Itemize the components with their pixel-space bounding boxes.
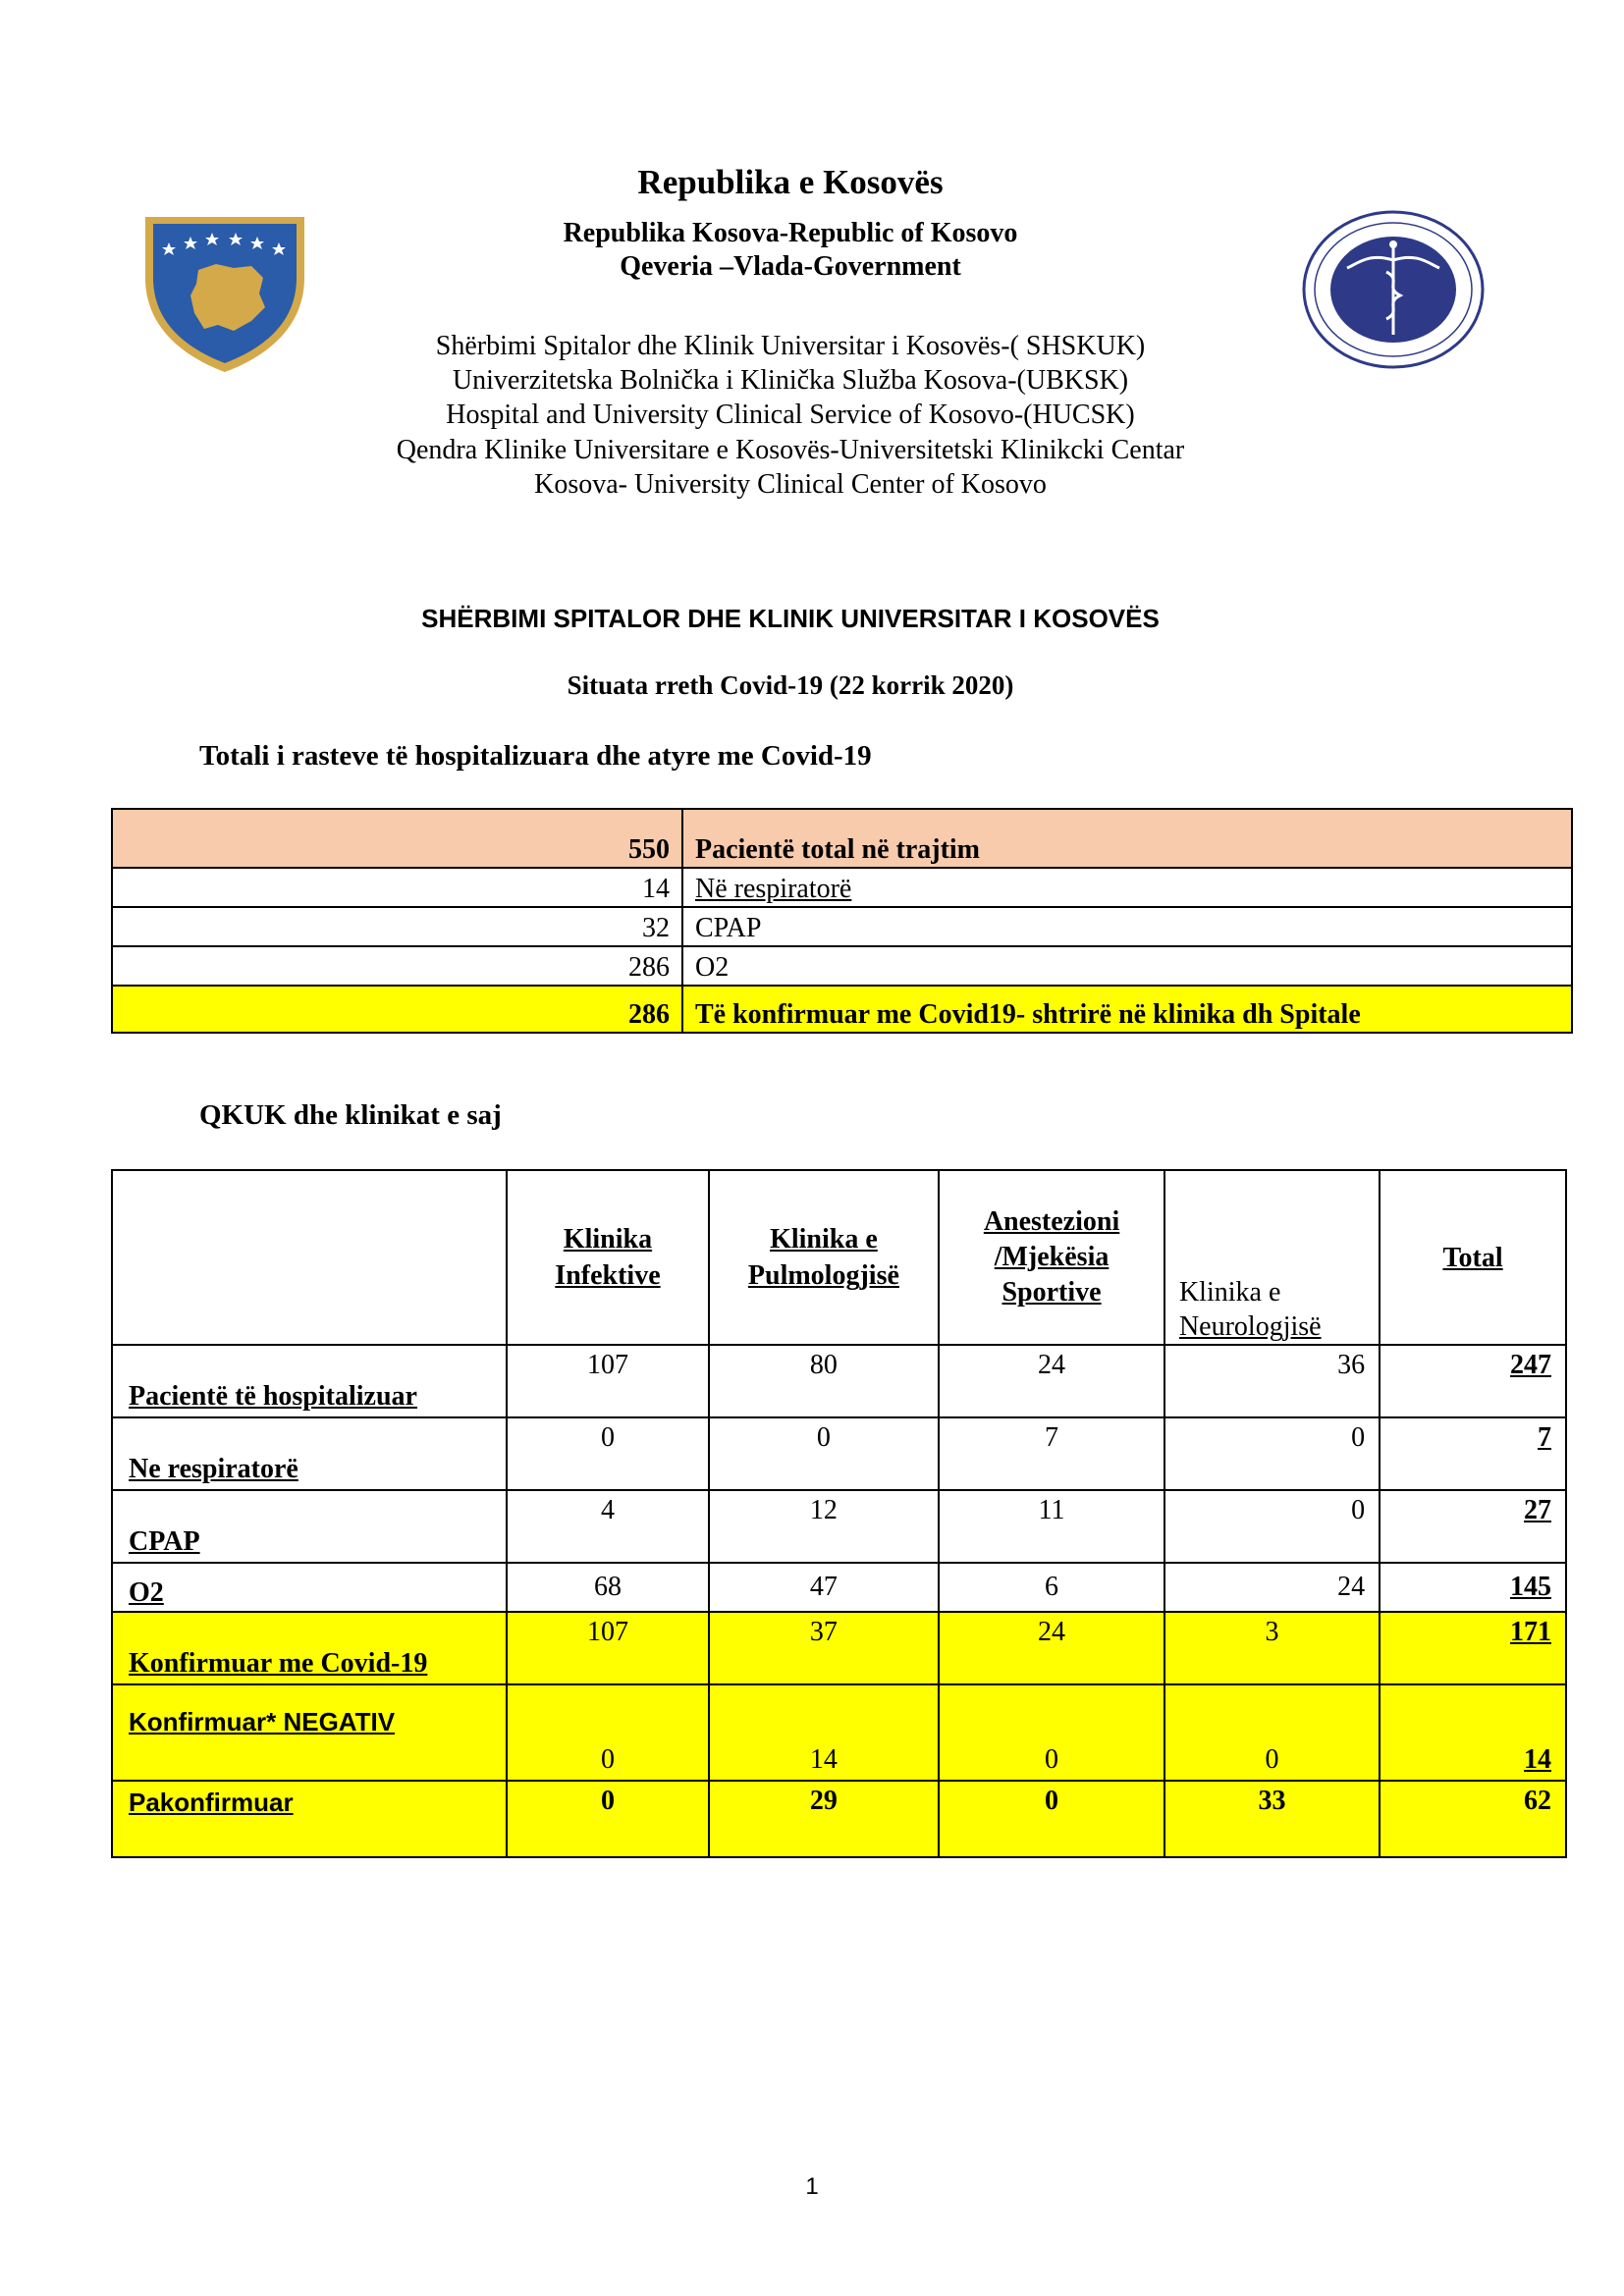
cell-total: 145: [1380, 1563, 1566, 1612]
table-row: [112, 1345, 1566, 1417]
summary-value: 286: [112, 946, 682, 986]
header-service-line: Kosova- University Clinical Center of Kosovo: [534, 469, 1047, 500]
cell-value: 36: [1164, 1345, 1380, 1417]
cell-value: 0: [1164, 1684, 1380, 1781]
cell-value: 37: [709, 1612, 939, 1684]
cell-total: 62: [1380, 1781, 1566, 1857]
row-label: Ne respiratorë: [112, 1417, 507, 1490]
cell-total: 171: [1380, 1612, 1566, 1684]
cell-value: 29: [709, 1781, 939, 1857]
cell-total: 7: [1380, 1417, 1566, 1490]
university-clinical-center-seal-icon: [1300, 209, 1487, 370]
summary-row: [112, 986, 1572, 1033]
cell-total: 27: [1380, 1490, 1566, 1563]
section-heading-clinics: QKUK dhe klinikat e saj: [199, 1099, 502, 1131]
cell-value: 107: [507, 1345, 708, 1417]
cell-value: 14: [709, 1684, 939, 1781]
header-anestezioni: Anestezioni /Mjekësia Sportive: [939, 1170, 1164, 1345]
cell-total: 247: [1380, 1345, 1566, 1417]
header-government: Qeveria –Vlada-Government: [620, 251, 961, 282]
page-number: 1: [805, 2173, 819, 2200]
cell-value: 24: [1164, 1563, 1380, 1612]
cell-value: 107: [507, 1612, 708, 1684]
cell-value: 0: [1164, 1490, 1380, 1563]
table-row: [112, 1417, 1566, 1490]
summary-label: Pacientë total në trajtim: [682, 809, 1572, 868]
summary-table: [111, 808, 1573, 1034]
header-republic: Republika Kosova-Republic of Kosovo: [563, 218, 1018, 248]
header-service-line: Shërbimi Spitalor dhe Klinik Universitar i Kosovës-( SHSKUK): [435, 331, 1146, 361]
cell-value: 7: [939, 1417, 1164, 1490]
header-total: Total: [1380, 1170, 1566, 1345]
cell-value: 4: [507, 1490, 708, 1563]
kosovo-coat-of-arms-icon: [139, 209, 310, 376]
table-row: [112, 1781, 1566, 1857]
summary-value: 286: [112, 986, 682, 1033]
cell-value: 0: [939, 1781, 1164, 1857]
cell-value: 80: [709, 1345, 939, 1417]
summary-row: [112, 946, 1572, 986]
row-label: Pacientë të hospitalizuar: [112, 1345, 507, 1417]
cell-value: 12: [709, 1490, 939, 1563]
summary-label: CPAP: [682, 907, 1572, 946]
cell-value: 0: [507, 1417, 708, 1490]
header-service-line: Hospital and University Clinical Service of Kosovo-(HUCSK): [446, 400, 1135, 430]
cell-value: 47: [709, 1563, 939, 1612]
clinics-header-row: [112, 1170, 1566, 1345]
summary-label: Të konfirmuar me Covid19- shtrirë në klinika dh Spitale: [682, 986, 1572, 1033]
summary-value: 32: [112, 907, 682, 946]
row-label: O2: [112, 1563, 507, 1612]
header-klinika-neurologjise: Klinika e Neurologjisë: [1164, 1170, 1380, 1345]
header-service-line: Univerzitetska Bolnička i Klinička Služba Kosova-(UBKSK): [452, 365, 1129, 396]
header-country: Republika e Kosovës: [637, 163, 944, 201]
row-label: CPAP: [112, 1490, 507, 1563]
cell-value: 0: [709, 1417, 939, 1490]
cell-value: 0: [507, 1684, 708, 1781]
cell-value: 33: [1164, 1781, 1380, 1857]
header-service-line: Qendra Klinike Universitare e Kosovës-Universitetski Klinikcki Centar: [396, 435, 1185, 465]
summary-row: [112, 868, 1572, 907]
header-klinika-pulmologjise: Klinika e Pulmologjisë: [709, 1170, 939, 1345]
summary-value: 14: [112, 868, 682, 907]
header-empty-cell: [112, 1170, 507, 1345]
summary-value: 550: [112, 809, 682, 868]
cell-value: 24: [939, 1612, 1164, 1684]
row-label: Konfirmuar* NEGATIV: [112, 1684, 507, 1781]
cell-value: 11: [939, 1490, 1164, 1563]
cell-value: 6: [939, 1563, 1164, 1612]
table-row: [112, 1684, 1566, 1781]
table-row: [112, 1563, 1566, 1612]
row-label: Pakonfirmuar: [112, 1781, 507, 1857]
summary-row: [112, 907, 1572, 946]
cell-value: 24: [939, 1345, 1164, 1417]
cell-value: 3: [1164, 1612, 1380, 1684]
row-label: Konfirmuar me Covid-19: [112, 1612, 507, 1684]
section-heading-totals: Totali i rasteve të hospitalizuara dhe atyre me Covid-19: [199, 740, 872, 772]
cell-value: 0: [1164, 1417, 1380, 1490]
document-subtitle: Situata rreth Covid-19 (22 korrik 2020): [567, 670, 1014, 700]
cell-value: 68: [507, 1563, 708, 1612]
header-klinika-infektive: Klinika Infektive: [507, 1170, 708, 1345]
document-title: SHËRBIMI SPITALOR DHE KLINIK UNIVERSITAR I KOSOVËS: [421, 604, 1160, 633]
table-row: [112, 1612, 1566, 1684]
cell-value: 0: [507, 1781, 708, 1857]
cell-total: 14: [1380, 1684, 1566, 1781]
summary-label: O2: [682, 946, 1572, 986]
cell-value: 0: [939, 1684, 1164, 1781]
clinics-table: [111, 1169, 1567, 1858]
summary-row: [112, 809, 1572, 868]
summary-label: Në respiratorë: [682, 868, 1572, 907]
table-row: [112, 1490, 1566, 1563]
